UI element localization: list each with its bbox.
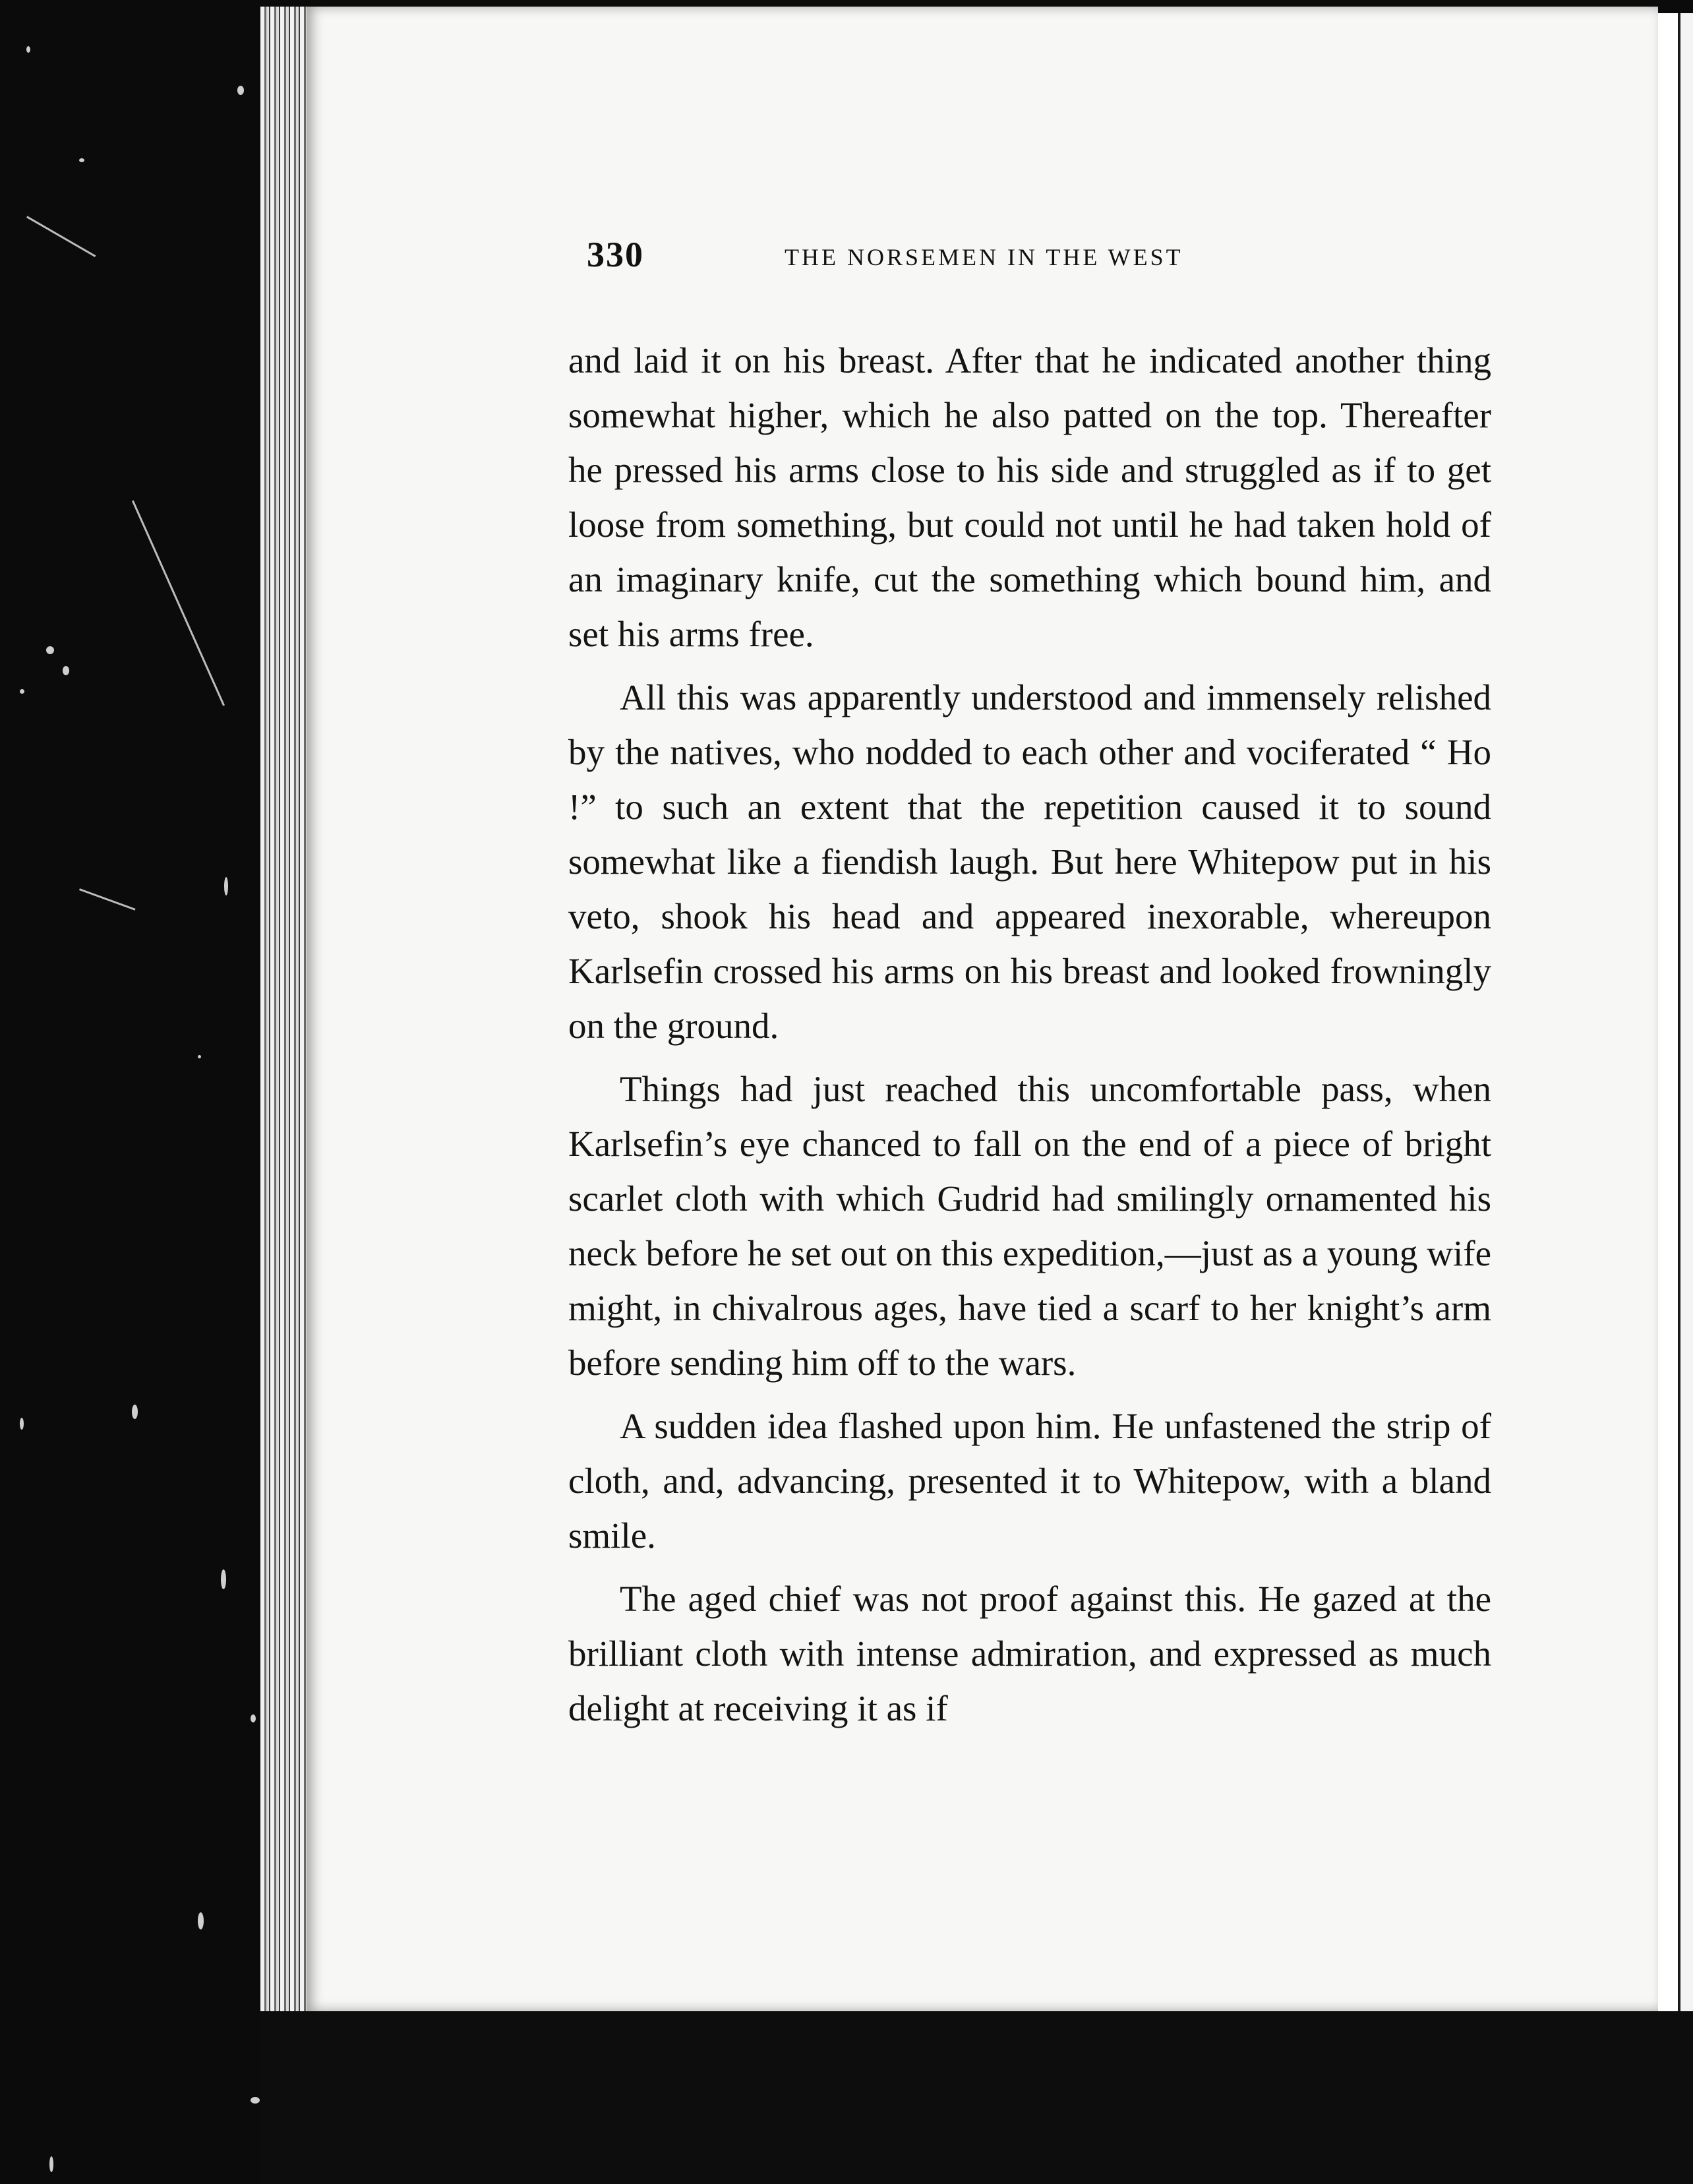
- running-head: THE NORSEMEN IN THE WEST: [785, 244, 1183, 270]
- paragraph: All this was apparently understood and immensely relished by the natives, who nodded to each other and vociferated “ Ho !” to such an extent that the repetition caused it to sound somewhat like a fiendish laugh. But here Whitepow put in his veto, shook his head and appeared inexorable, whereupon Karlsefin crossed his arms on his breast and looked frowningly on the ground.: [568, 677, 1491, 1046]
- film-scratch: [79, 888, 136, 911]
- dust-speck: [79, 158, 84, 162]
- paragraph: A sudden idea flashed upon him. He unfastened the strip of cloth, and, advancing, presented it to Whitepow, with a bland smile.: [568, 1406, 1491, 1556]
- dust-speck: [198, 1912, 204, 1929]
- dust-speck: [20, 689, 24, 694]
- dust-speck: [26, 46, 30, 53]
- page-header: [587, 228, 1286, 287]
- dust-speck: [49, 2156, 53, 2172]
- dust-speck: [63, 666, 69, 675]
- body-text: [568, 333, 1491, 1736]
- page-number: 330: [587, 235, 644, 274]
- paragraph: The aged chief was not proof against this. He gazed at the brilliant cloth with intense admiration, and expressed as much delight at receiving it as if: [568, 1579, 1491, 1728]
- dust-speck: [221, 1569, 226, 1589]
- film-scratch: [26, 216, 96, 257]
- dust-speck: [237, 86, 244, 95]
- dust-speck: [198, 1055, 201, 1058]
- dust-speck: [224, 877, 228, 895]
- paragraph: and laid it on his breast. After that he indicated another thing somewhat higher, which he also patted on the top. Thereafter he pressed his arms close to his side and struggled as if to get loose from something, but could not until he had taken hold of an imaginary knife, cut the something which bound him, and set his arms free.: [568, 340, 1491, 654]
- facing-page-edge: [1658, 13, 1693, 2011]
- film-scratch: [132, 501, 225, 706]
- dust-speck: [251, 2097, 260, 2104]
- page-edges: [260, 7, 307, 2011]
- dust-speck: [46, 646, 54, 654]
- paragraph: Things had just reached this uncomfortable pass, when Karlsefin’s eye chanced to fall on the end of a piece of bright scarlet cloth with which Gudrid had smilingly ornamented his neck before he set out on this expedition,—just as a young wife might, in chivalrous ages, have tied a scarf to her knight’s arm before sending him off to the wars.: [568, 1069, 1491, 1383]
- dust-speck: [251, 1714, 256, 1722]
- dust-speck: [20, 1418, 24, 1430]
- dust-speck: [132, 1405, 138, 1419]
- bottom-shadow: [260, 2011, 1693, 2184]
